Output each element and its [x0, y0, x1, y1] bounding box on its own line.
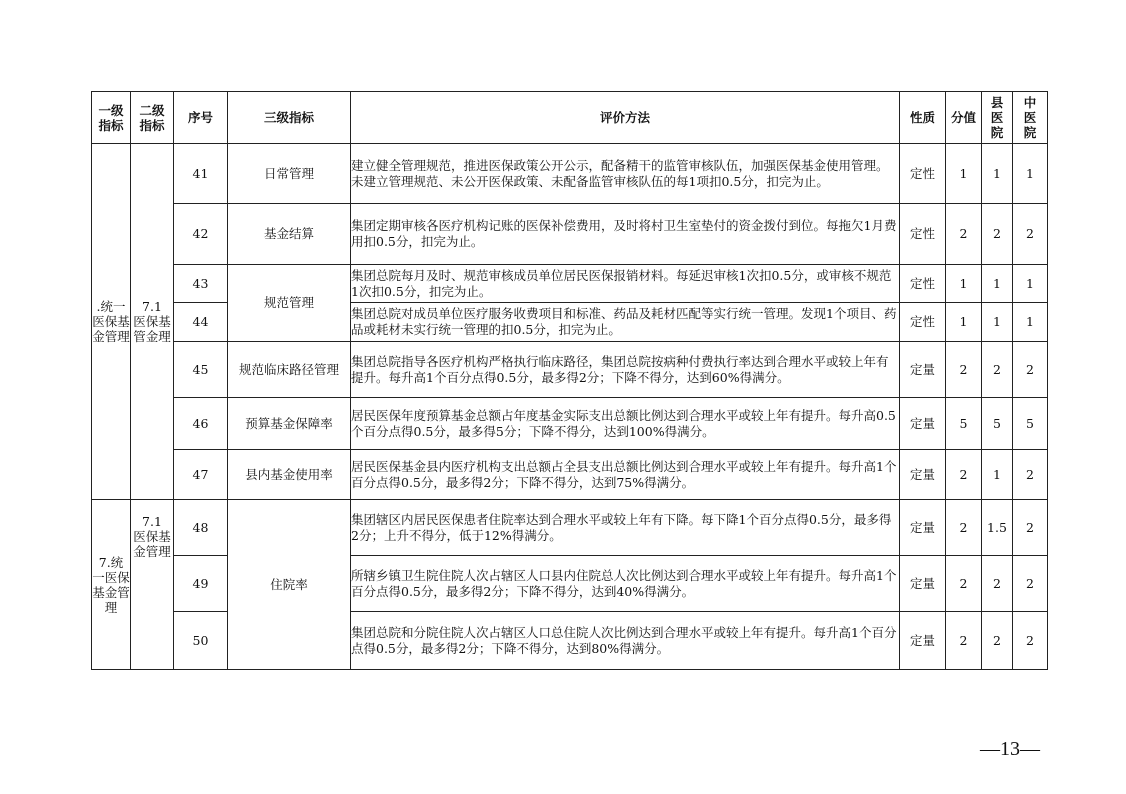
row-method: 集团定期审核各医疗机构记账的医保补偿费用，及时将村卫生室垫付的资金拨付到位。每拖欠1月费用扣0.5分，扣完为止。 — [351, 204, 900, 265]
row-county: 5 — [982, 398, 1013, 450]
table-row — [92, 342, 1048, 398]
row-score: 2 — [946, 204, 982, 265]
row-tcm: 5 — [1013, 398, 1048, 450]
header-level1: 一级 指标 — [92, 92, 131, 144]
row-score: 1 — [946, 303, 982, 342]
row-indicator: 规范临床路径管理 — [228, 342, 351, 398]
row-score: 2 — [946, 612, 982, 670]
header-level3: 三级指标 — [228, 92, 351, 144]
row-seq: 49 — [174, 556, 228, 612]
group-b-level1: 7.统 一医保 基金管 理 — [92, 500, 131, 670]
row-nature: 定量 — [900, 612, 946, 670]
header-method: 评价方法 — [351, 92, 900, 144]
row-county: 1 — [982, 450, 1013, 500]
row-indicator: 日常管理 — [228, 144, 351, 204]
row-method: 集团辖区内居民医保患者住院率达到合理水平或较上年有下降。每下降1个百分点得0.5分，最多得2分；上升不得分，低于12%得满分。 — [351, 500, 900, 556]
row-indicator: 县内基金使用率 — [228, 450, 351, 500]
row-seq: 44 — [174, 303, 228, 342]
row-score: 2 — [946, 500, 982, 556]
header-nature: 性质 — [900, 92, 946, 144]
row-seq: 42 — [174, 204, 228, 265]
row-score: 5 — [946, 398, 982, 450]
table-row — [92, 144, 1048, 204]
row-method: 集团总院每月及时、规范审核成员单位居民医保报销材料。每延迟审核1次扣0.5分，或审核不规范1次扣0.5分，扣完为止。 — [351, 265, 900, 303]
row-method: 集团总院和分院住院人次占辖区人口总住院人次比例达到合理水平或较上年有提升。每升高1个百分点得0.5分，最多得2分；下降不得分，达到80%得满分。 — [351, 612, 900, 670]
row-method: 集团总院指导各医疗机构严格执行临床路径，集团总院按病种付费执行率达到合理水平或较上年有提升。每升高1个百分点得0.5分，最多得2分；下降不得分，达到60%得满分。 — [351, 342, 900, 398]
row-nature: 定量 — [900, 500, 946, 556]
group-a-level2: 7.1 医保基 管金理 — [131, 144, 174, 500]
row-method: 建立健全管理规范，推进医保政策公开公示，配备精干的监管审核队伍，加强医保基金使用管理。未建立管理规范、未公开医保政策、未配备监管审核队伍的每1项扣0.5分，扣完为止。 — [351, 144, 900, 204]
row-seq: 41 — [174, 144, 228, 204]
row-county: 1 — [982, 144, 1013, 204]
row-score: 1 — [946, 144, 982, 204]
row-county: 1 — [982, 265, 1013, 303]
row-tcm: 2 — [1013, 500, 1048, 556]
row-nature: 定量 — [900, 398, 946, 450]
row-county: 1 — [982, 303, 1013, 342]
row-nature: 定量 — [900, 342, 946, 398]
row-indicator: 基金结算 — [228, 204, 351, 265]
row-tcm: 1 — [1013, 144, 1048, 204]
row-method: 居民医保基金县内医疗机构支出总额占全县支出总额比例达到合理水平或较上年有提升。每升高1个百分点得0.5分，最多得2分；下降不得分，达到75%得满分。 — [351, 450, 900, 500]
row-score: 2 — [946, 556, 982, 612]
row-tcm: 2 — [1013, 450, 1048, 500]
header-row — [92, 92, 1048, 144]
row-tcm: 2 — [1013, 612, 1048, 670]
row-seq: 46 — [174, 398, 228, 450]
row-seq: 43 — [174, 265, 228, 303]
row-seq: 48 — [174, 500, 228, 556]
row-county: 1.5 — [982, 500, 1013, 556]
row-tcm: 1 — [1013, 265, 1048, 303]
row-nature: 定性 — [900, 303, 946, 342]
row-tcm: 2 — [1013, 342, 1048, 398]
row-nature: 定性 — [900, 144, 946, 204]
table-row — [92, 500, 1048, 556]
table-row — [92, 204, 1048, 265]
row-county: 2 — [982, 204, 1013, 265]
row-nature: 定量 — [900, 450, 946, 500]
header-seq: 序号 — [174, 92, 228, 144]
row-county: 2 — [982, 342, 1013, 398]
row-nature: 定性 — [900, 265, 946, 303]
row-indicator: 预算基金保障率 — [228, 398, 351, 450]
indicator-table — [91, 91, 1048, 670]
row-tcm: 2 — [1013, 556, 1048, 612]
row-seq: 47 — [174, 450, 228, 500]
table-row — [92, 450, 1048, 500]
row-county: 2 — [982, 612, 1013, 670]
row-method: 所辖乡镇卫生院住院人次占辖区人口县内住院总人次比例达到合理水平或较上年有提升。每升高1个百分点得0.5分，最多得2分；下降不得分，达到40%得满分。 — [351, 556, 900, 612]
header-tcm: 中 医 院 — [1013, 92, 1048, 144]
page-number: —13— — [980, 738, 1040, 760]
row-nature: 定量 — [900, 556, 946, 612]
merged-indicator-guifan: 规范管理 — [228, 265, 351, 342]
header-score: 分值 — [946, 92, 982, 144]
header-level2: 二级 指标 — [131, 92, 174, 144]
row-nature: 定性 — [900, 204, 946, 265]
row-tcm: 2 — [1013, 204, 1048, 265]
row-score: 2 — [946, 450, 982, 500]
group-a-level1: .统一 医保基 金管理 — [92, 144, 131, 500]
merged-indicator-zhuyuan: 住院率 — [228, 500, 351, 670]
row-score: 1 — [946, 265, 982, 303]
table-row — [92, 265, 1048, 303]
row-tcm: 1 — [1013, 303, 1048, 342]
table-row — [92, 398, 1048, 450]
row-seq: 45 — [174, 342, 228, 398]
row-score: 2 — [946, 342, 982, 398]
row-county: 2 — [982, 556, 1013, 612]
row-seq: 50 — [174, 612, 228, 670]
header-county: 县 医 院 — [982, 92, 1013, 144]
row-method: 居民医保年度预算基金总额占年度基金实际支出总额比例达到合理水平或较上年有提升。每升高0.5个百分点得0.5分，最多得5分；下降不得分，达到100%得满分。 — [351, 398, 900, 450]
row-method: 集团总院对成员单位医疗服务收费项目和标准、药品及耗材匹配等实行统一管理。发现1个项目、药品或耗材未实行统一管理的扣0.5分，扣完为止。 — [351, 303, 900, 342]
group-b-level2: 7.1 医保基 金管理 — [131, 500, 174, 670]
